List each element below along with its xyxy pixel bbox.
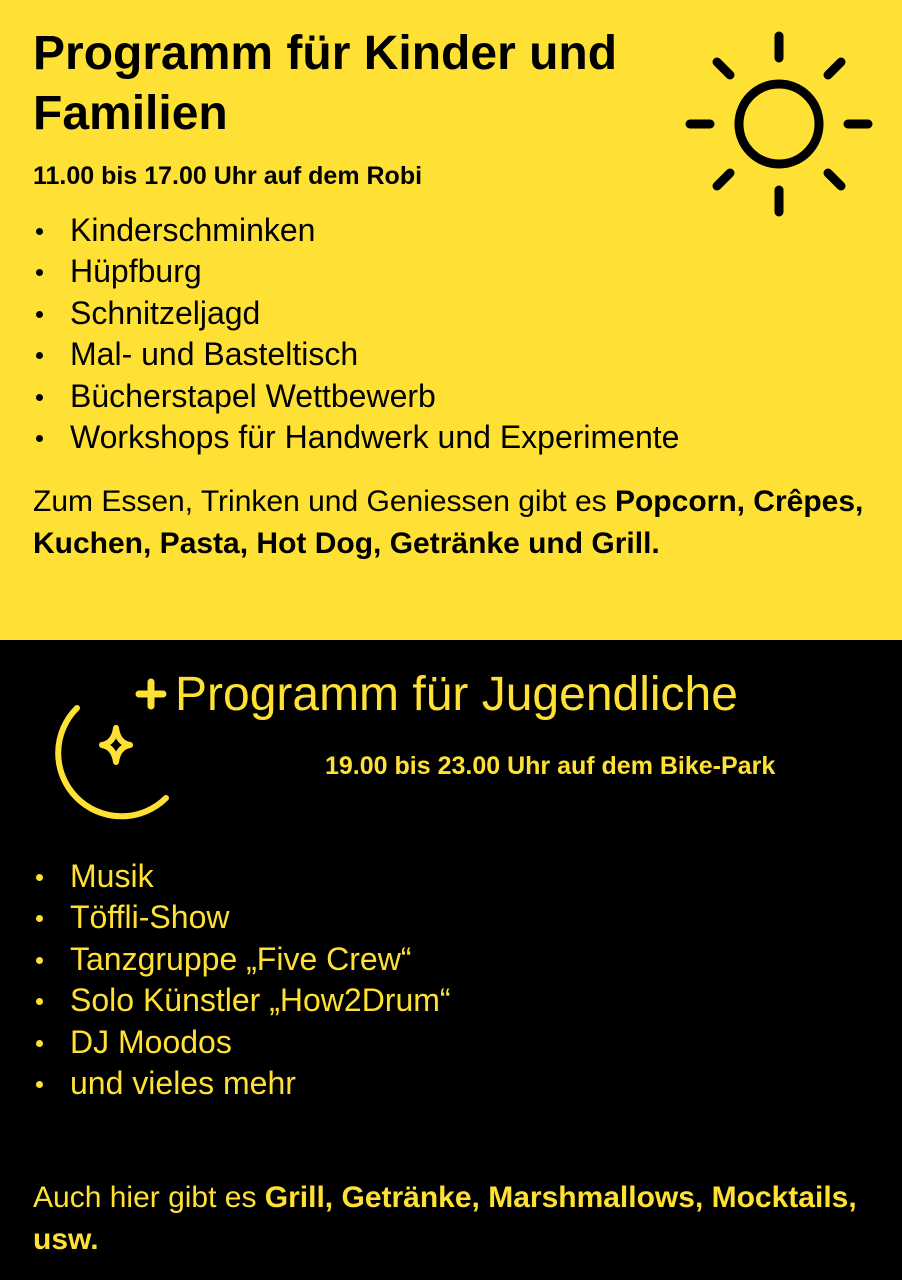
youth-activity-item: Solo Künstler „How2Drum“ — [33, 980, 451, 1021]
youth-food-intro: Auch hier gibt es — [33, 1181, 265, 1214]
youth-activity-list — [33, 856, 451, 1104]
kids-activity-item: Workshops für Handwerk und Experimente — [33, 417, 679, 458]
sun-icon — [684, 30, 874, 220]
moon-stars-icon — [20, 670, 170, 830]
youth-activity-item: Töffli-Show — [33, 897, 451, 938]
youth-program-section — [0, 640, 902, 1280]
youth-food-list: Grill, Getränke, Marshmallows, Mocktails, usw. — [33, 1181, 857, 1256]
kids-food-list: Popcorn, Crêpes, Kuchen, Pasta, Hot Dog, Getränke und Grill. — [33, 485, 864, 560]
kids-activity-item: Hüpfburg — [33, 251, 679, 292]
kids-program-time: 11.00 bis 17.00 Uhr auf dem Robi — [33, 162, 423, 190]
youth-activity-item: Tanzgruppe „Five Crew“ — [33, 939, 451, 980]
kids-activity-item: Mal- und Basteltisch — [33, 334, 679, 375]
kids-activity-list — [33, 210, 679, 458]
youth-program-title: Programm für Jugendliche — [175, 668, 738, 721]
kids-activity-item: Kinderschminken — [33, 210, 679, 251]
youth-food-text — [33, 1177, 883, 1261]
kids-food-text — [33, 481, 883, 565]
kids-activity-item: Bücherstapel Wettbewerb — [33, 376, 679, 417]
youth-activity-item: DJ Moodos — [33, 1022, 451, 1063]
youth-activity-item: und vieles mehr — [33, 1063, 451, 1104]
kids-activity-item: Schnitzeljagd — [33, 293, 679, 334]
youth-activity-item: Musik — [33, 856, 451, 897]
kids-program-title: Programm für Kinder und Familien — [33, 27, 618, 140]
youth-program-time: 19.00 bis 23.00 Uhr auf dem Bike-Park — [325, 752, 776, 780]
kids-food-intro: Zum Essen, Trinken und Geniessen gibt es — [33, 485, 615, 518]
